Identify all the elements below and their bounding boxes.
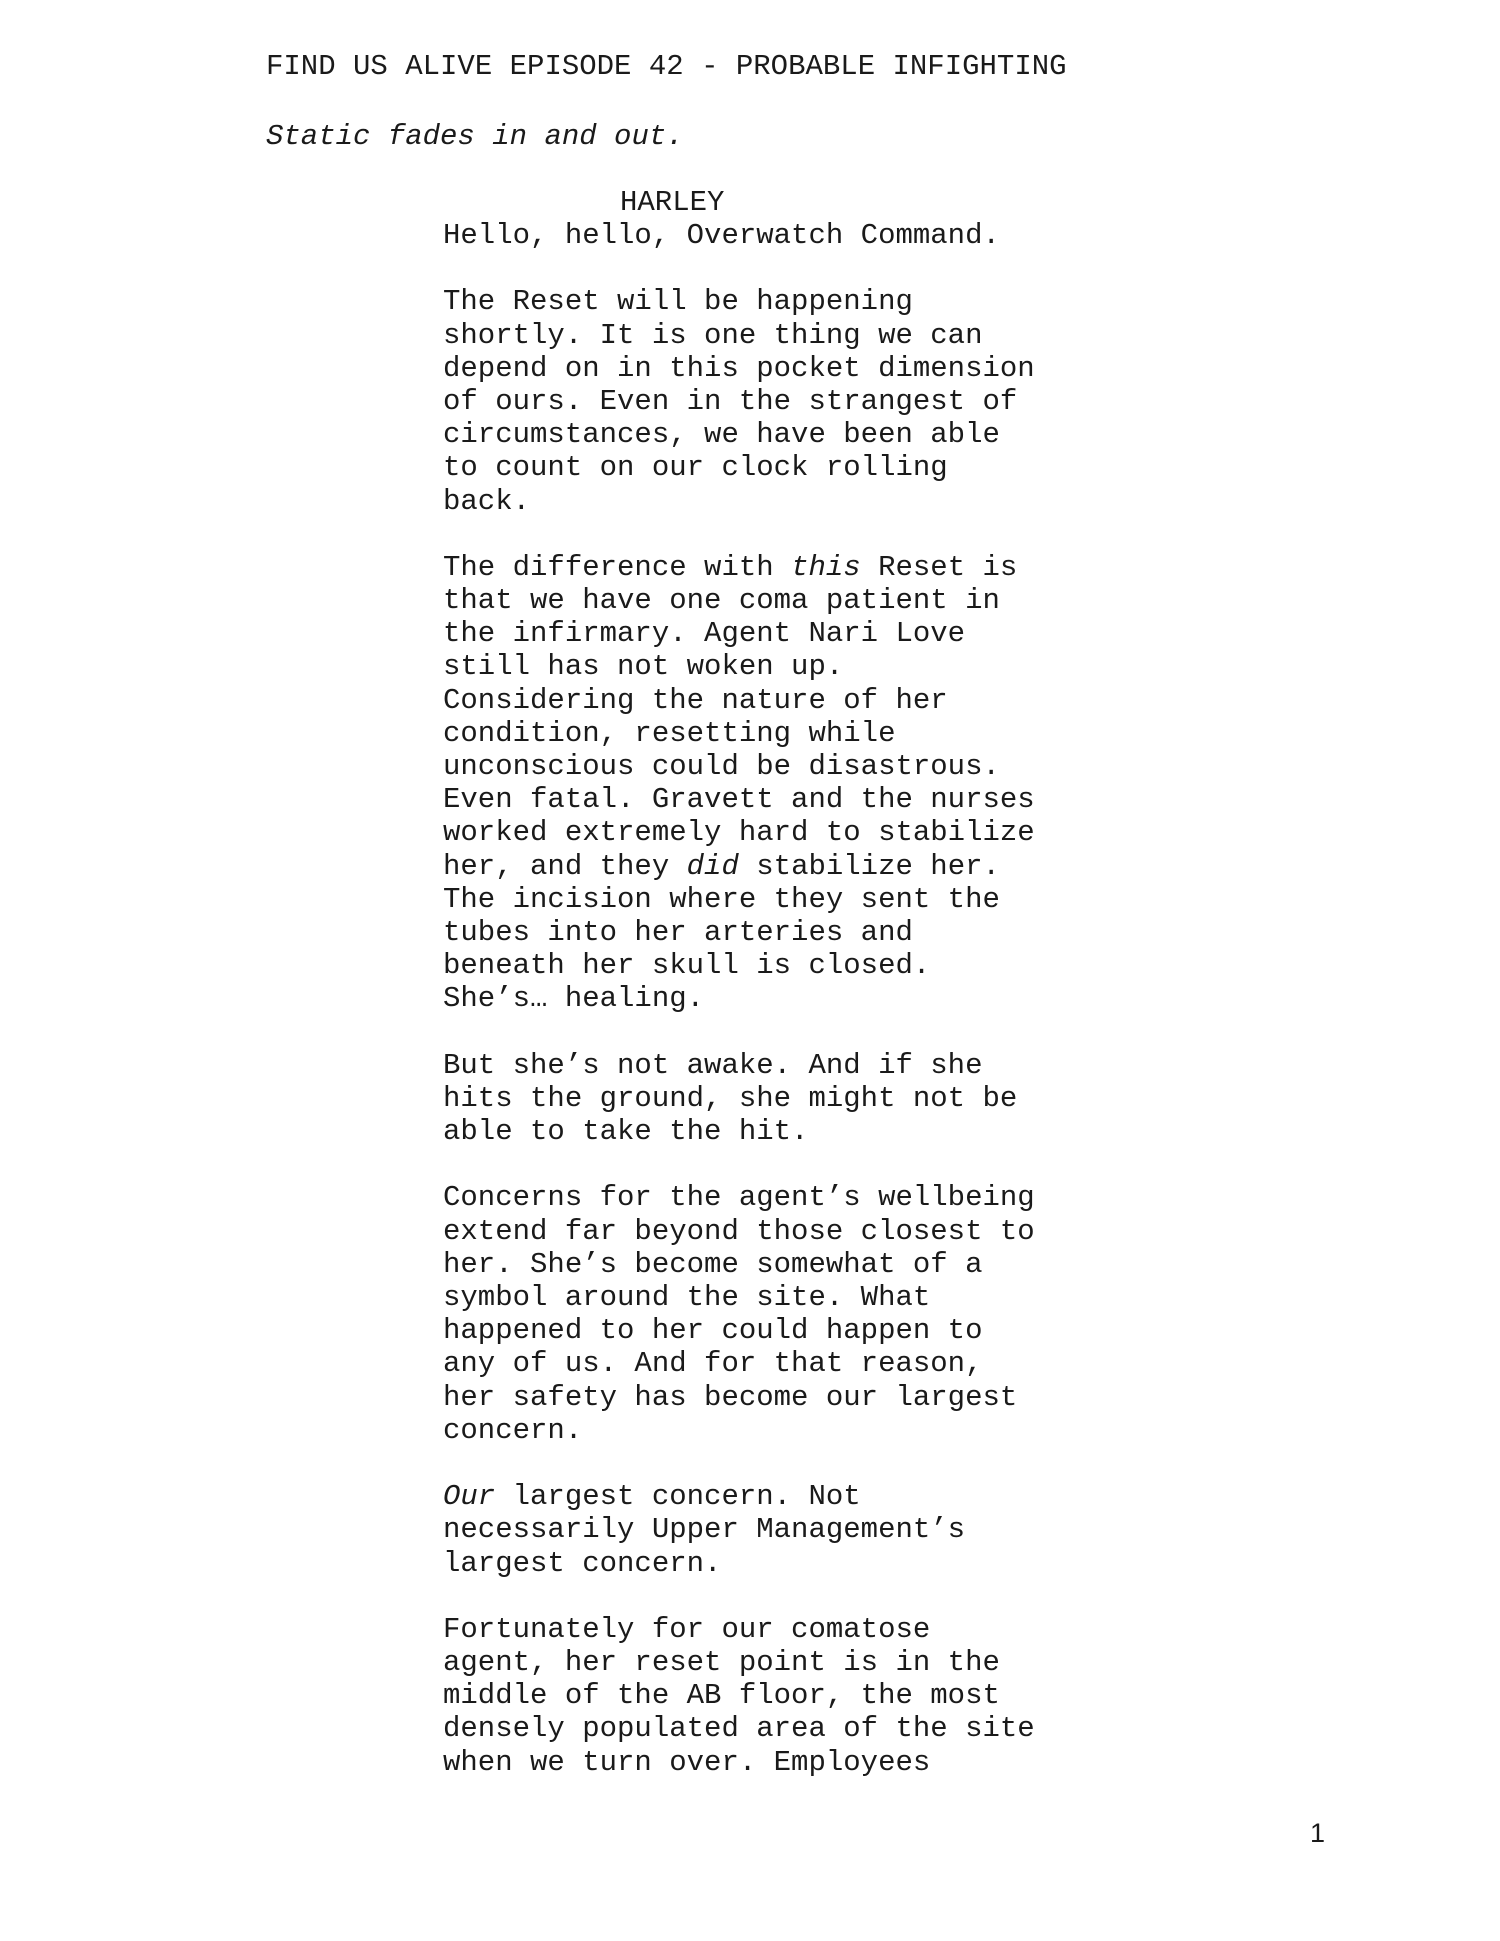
line-text: necessarily Upper Management’s — [443, 1513, 966, 1547]
line-text: of ours. Even in the strangest of — [443, 384, 1018, 418]
dialogue-line — [443, 551, 1063, 584]
dialogue-paragraph — [443, 1613, 1063, 1779]
dialogue-line — [443, 650, 1063, 683]
line-text: She’s… healing. — [443, 982, 705, 1016]
dialogue-paragraph — [443, 1181, 1063, 1447]
dialogue-line — [443, 816, 1063, 849]
dialogue-line — [443, 1613, 1063, 1646]
dialogue-line — [443, 1314, 1063, 1347]
dialogue-line — [443, 783, 1063, 816]
line-text: that we have one coma patient in — [443, 584, 1000, 618]
line-text: Fortunately for our comatose — [443, 1612, 931, 1646]
dialogue-line — [443, 1115, 1063, 1148]
dialogue-line — [443, 451, 1063, 484]
line-text: circumstances, we have been able — [443, 418, 1000, 452]
line-text: Considering the nature of her — [443, 683, 948, 717]
dialogue-paragraph — [443, 1049, 1063, 1149]
emphasis-text: did — [686, 849, 739, 883]
line-text: extend far beyond those closest to — [443, 1214, 1035, 1248]
line-text: Reset is — [860, 550, 1018, 584]
dialogue-line — [443, 982, 1063, 1015]
dialogue-paragraph — [443, 551, 1063, 1016]
line-text: her, and they — [443, 849, 687, 883]
line-text: The incision where they sent the — [443, 882, 1000, 916]
line-text: concern. — [443, 1413, 583, 1447]
dialogue-line — [443, 1381, 1063, 1414]
dialogue-line — [443, 352, 1063, 385]
line-text: Hello, hello, Overwatch Command. — [443, 219, 1000, 252]
dialogue-line — [443, 1712, 1063, 1745]
line-text: hits the ground, she might not be — [443, 1081, 1018, 1115]
dialogue-line — [443, 1480, 1063, 1513]
dialogue-line — [443, 219, 1063, 252]
line-text: unconscious could be disastrous. — [443, 750, 1000, 783]
dialogue-line — [443, 1248, 1063, 1281]
line-text: Even fatal. Gravett and the nurses — [443, 783, 1035, 817]
dialogue-line — [443, 584, 1063, 617]
dialogue-line — [443, 1547, 1063, 1580]
line-text: depend on in this pocket dimension — [443, 351, 1035, 385]
dialogue-line — [443, 684, 1063, 717]
line-text: The difference with — [443, 550, 792, 584]
dialogue-line — [443, 1347, 1063, 1380]
emphasis-text: this — [791, 550, 861, 584]
dialogue-line — [443, 285, 1063, 318]
line-text: still has not woken up. — [443, 650, 844, 684]
dialogue-line — [443, 1414, 1063, 1447]
line-text: beneath her skull is closed. — [443, 949, 931, 983]
dialogue-line — [443, 1049, 1063, 1082]
stage-direction: Static fades in and out. — [266, 120, 684, 153]
line-text: her safety has become our largest — [443, 1380, 1018, 1414]
dialogue-line — [443, 949, 1063, 982]
dialogue-line — [443, 319, 1063, 352]
line-text: worked extremely hard to stabilize — [443, 816, 1035, 850]
dialogue-line — [443, 1181, 1063, 1214]
line-text: able to take the hit. — [443, 1115, 809, 1149]
line-text: any of us. And for that reason, — [443, 1347, 983, 1381]
dialogue-line — [443, 916, 1063, 949]
line-text: back. — [443, 484, 531, 518]
line-text: condition, resetting while — [443, 716, 896, 750]
dialogue-block — [443, 219, 1063, 1812]
line-text: when we turn over. Employees — [443, 1745, 931, 1779]
line-text: tubes into her arteries and — [443, 915, 913, 949]
line-text: her. She’s become somewhat of a — [443, 1247, 983, 1281]
dialogue-line — [443, 850, 1063, 883]
line-text: agent, her reset point is in the — [443, 1646, 1000, 1680]
line-text: middle of the AB floor, the most — [443, 1679, 1000, 1713]
dialogue-paragraph — [443, 285, 1063, 517]
dialogue-line — [443, 750, 1063, 783]
dialogue-line — [443, 883, 1063, 916]
line-text: largest concern. — [443, 1546, 722, 1580]
line-text: Concerns for the agent’s wellbeing — [443, 1181, 1035, 1215]
episode-title: FIND US ALIVE EPISODE 42 - PROBABLE INFIGHTING — [266, 50, 1067, 83]
dialogue-line — [443, 1513, 1063, 1546]
dialogue-line — [443, 1746, 1063, 1779]
dialogue-paragraph — [443, 219, 1063, 252]
line-text: The Reset will be happening — [443, 285, 913, 319]
dialogue-line — [443, 385, 1063, 418]
dialogue-line — [443, 717, 1063, 750]
line-text: shortly. It is one thing we can — [443, 318, 983, 352]
dialogue-line — [443, 1679, 1063, 1712]
dialogue-line — [443, 1646, 1063, 1679]
line-text: stabilize her. — [738, 849, 1000, 883]
dialogue-line — [443, 418, 1063, 451]
dialogue-line — [443, 1082, 1063, 1115]
dialogue-paragraph — [443, 1480, 1063, 1580]
line-text: happened to her could happen to — [443, 1314, 983, 1348]
dialogue-line — [443, 617, 1063, 650]
line-text: symbol around the site. What — [443, 1281, 931, 1314]
dialogue-line — [443, 1215, 1063, 1248]
dialogue-line — [443, 485, 1063, 518]
line-text: largest concern. Not — [495, 1480, 861, 1514]
line-text: the infirmary. Agent Nari Love — [443, 617, 966, 651]
emphasis-text: Our — [443, 1480, 496, 1514]
character-name: HARLEY — [620, 186, 725, 219]
line-text: But she’s not awake. And if she — [443, 1048, 983, 1082]
page-number: 1 — [1310, 1818, 1326, 1848]
line-text: to count on our clock rolling — [443, 451, 948, 485]
line-text: densely populated area of the site — [443, 1712, 1035, 1746]
dialogue-line — [443, 1281, 1063, 1314]
